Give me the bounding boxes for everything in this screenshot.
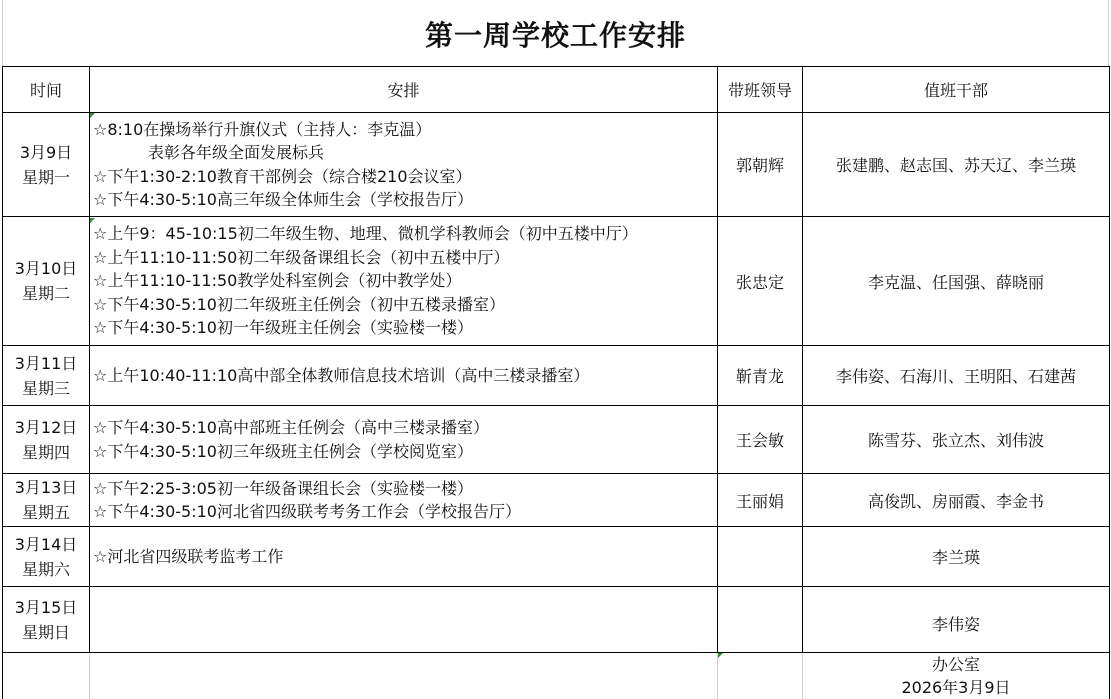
leader-cell[interactable] — [718, 587, 803, 653]
table-row — [3, 587, 1110, 653]
duty-cell[interactable]: 李伟姿 — [803, 587, 1110, 653]
footer-signature-cell[interactable] — [803, 653, 1110, 699]
date-text: 3月11日 — [3, 351, 89, 376]
arrangement-item: ☆下午4:30-5:10高中部班主任例会（高中三楼录播室） — [93, 416, 717, 440]
arrangement-cell[interactable] — [90, 406, 718, 474]
header-arrangement[interactable]: 安排 — [90, 67, 718, 113]
arrangement-item: ☆河北省四级联考监考工作 — [93, 545, 717, 569]
arrangement-cell[interactable] — [90, 587, 718, 653]
footer-empty-cell[interactable] — [718, 653, 803, 699]
date-text: 3月14日 — [3, 532, 89, 557]
arrangement-item: ☆上午11:10-11:50教学处科室例会（初中教学处） — [93, 269, 717, 293]
leader-cell[interactable] — [718, 527, 803, 587]
leader-cell[interactable]: 王丽娟 — [718, 474, 803, 527]
arrangement-item: 表彰各年级全面发展标兵 — [93, 141, 717, 165]
duty-cell[interactable]: 张建鹏、赵志国、苏天辽、李兰瑛 — [803, 113, 1110, 217]
header-row — [3, 67, 1110, 113]
table-row — [3, 474, 1110, 527]
weekday-text: 星期二 — [3, 281, 89, 306]
date-cell[interactable] — [3, 587, 90, 653]
arrangement-item: ☆下午2:25-3:05初一年级备课组长会（实验楼一楼） — [93, 477, 717, 501]
duty-cell[interactable]: 高俊凯、房丽霞、李金书 — [803, 474, 1110, 527]
office-label: 办公室 — [803, 653, 1109, 676]
footer-empty-cell[interactable] — [3, 653, 90, 699]
footer-row — [3, 653, 1110, 699]
comment-marker-icon — [718, 653, 723, 658]
leader-cell[interactable]: 郭朝辉 — [718, 113, 803, 217]
leader-cell[interactable]: 王会敏 — [718, 406, 803, 474]
schedule-table — [2, 66, 1110, 699]
weekday-text: 星期四 — [3, 440, 89, 465]
duty-cell[interactable]: 李伟姿、石海川、王明阳、石建茜 — [803, 346, 1110, 406]
arrangement-item: ☆下午4:30-5:10初二年级班主任例会（初中五楼录播室） — [93, 293, 717, 317]
footer-date: 2026年3月9日 — [803, 676, 1109, 699]
weekday-text: 星期三 — [3, 376, 89, 401]
header-duty[interactable]: 值班干部 — [803, 67, 1110, 113]
arrangement-cell[interactable] — [90, 113, 718, 217]
leader-cell[interactable]: 靳青龙 — [718, 346, 803, 406]
page-title: 第一周学校工作安排 — [0, 0, 1111, 67]
date-text: 3月13日 — [3, 475, 89, 500]
date-cell[interactable] — [3, 346, 90, 406]
weekday-text: 星期六 — [3, 557, 89, 582]
date-cell[interactable] — [3, 406, 90, 474]
date-cell[interactable] — [3, 474, 90, 527]
weekday-text: 星期五 — [3, 500, 89, 525]
date-cell[interactable] — [3, 113, 90, 217]
arrangement-item: ☆上午11:10-11:50初二年级备课组长会（初中五楼中厅） — [93, 246, 717, 270]
date-text: 3月15日 — [3, 595, 89, 620]
header-time[interactable]: 时间 — [3, 67, 90, 113]
arrangement-cell[interactable] — [90, 527, 718, 587]
weekday-text: 星期一 — [3, 165, 89, 190]
arrangement-item: ☆下午4:30-5:10初三年级班主任例会（学校阅览室） — [93, 440, 717, 464]
table-row — [3, 113, 1110, 217]
date-cell[interactable] — [3, 527, 90, 587]
date-text: 3月12日 — [3, 415, 89, 440]
header-leader[interactable]: 带班领导 — [718, 67, 803, 113]
arrangement-item: ☆上午9：45-10:15初二年级生物、地理、微机学科教师会（初中五楼中厅） — [93, 222, 717, 246]
arrangement-item: ☆下午1:30-2:10教育干部例会（综合楼210会议室） — [93, 165, 717, 189]
table-row — [3, 346, 1110, 406]
date-text: 3月10日 — [3, 256, 89, 281]
arrangement-item: ☆上午10:40-11:10高中部全体教师信息技术培训（高中三楼录播室） — [93, 364, 717, 388]
arrangement-cell[interactable] — [90, 217, 718, 346]
date-text: 3月9日 — [3, 140, 89, 165]
table-row — [3, 406, 1110, 474]
arrangement-cell[interactable] — [90, 346, 718, 406]
table-row — [3, 527, 1110, 587]
arrangement-item: ☆8:10在操场举行升旗仪式（主持人：李克温） — [93, 118, 717, 142]
arrangement-item: ☆下午4:30-5:10河北省四级联考考务工作会（学校报告厅） — [93, 500, 717, 524]
date-cell[interactable] — [3, 217, 90, 346]
arrangement-cell[interactable] — [90, 474, 718, 527]
footer-empty-cell[interactable] — [90, 653, 718, 699]
duty-cell[interactable]: 李克温、任国强、薛晓丽 — [803, 217, 1110, 346]
leader-cell[interactable]: 张忠定 — [718, 217, 803, 346]
weekday-text: 星期日 — [3, 620, 89, 645]
arrangement-item: ☆下午4:30-5:10初一年级班主任例会（实验楼一楼） — [93, 316, 717, 340]
duty-cell[interactable]: 李兰瑛 — [803, 527, 1110, 587]
table-row — [3, 217, 1110, 346]
duty-cell[interactable]: 陈雪芬、张立杰、刘伟波 — [803, 406, 1110, 474]
comment-marker-icon — [90, 113, 95, 118]
comment-marker-icon — [90, 218, 95, 223]
arrangement-item: ☆下午4:30-5:10高三年级全体师生会（学校报告厅） — [93, 188, 717, 212]
